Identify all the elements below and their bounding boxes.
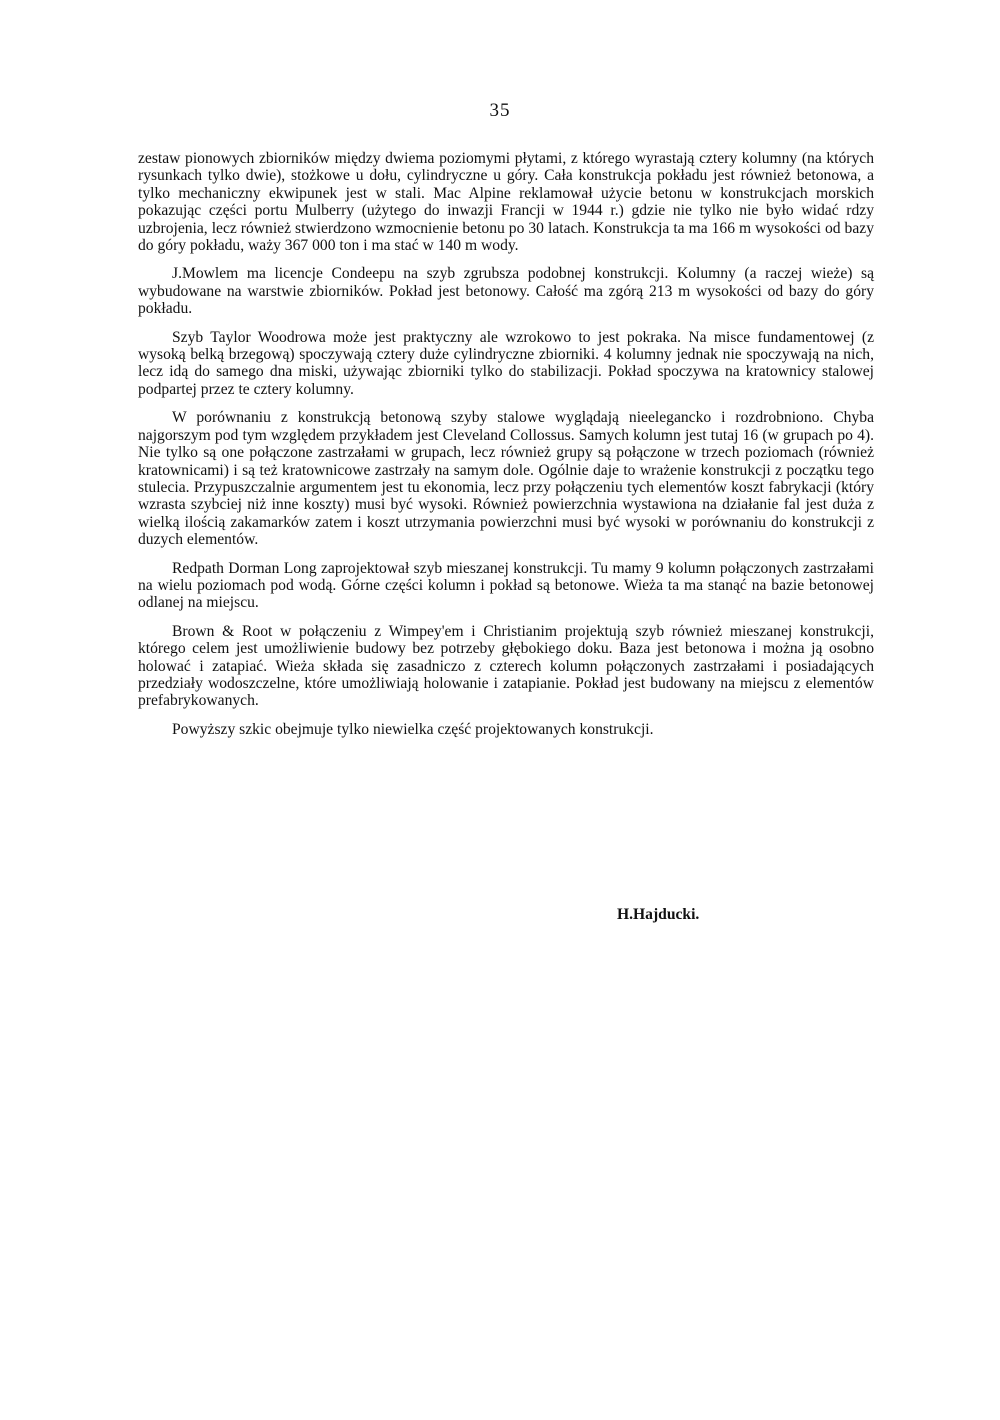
page-number: 35: [489, 100, 511, 121]
paragraph-summary: Powyższy szkic obejmuje tylko niewielka część projektowanych konstrukcji.: [172, 720, 654, 738]
paragraph-brown-root: Brown & Root w połączeniu z Wimpey'em i Christianim projektują szyb również mieszanej konstrukcji, którego celem jest umożliwienie budowy bez potrzeby głębokiego doku. Baza jest betonowa i można ją osobno holować i zatapiać. Wieża składa się zasadniczo z czterech kolumn połączonych zastrzałami i posiadających przedziały wodoszczelne, które umożliwiają holowanie i zatapianie. Pokład jest budowany na miejscu z elementów prefabrykowanych.: [138, 622, 874, 710]
paragraph-continuation: zestaw pionowych zbiorników między dwiema poziomymi płytami, z którego wyrastają cztery kolumny (na których rysunkach tylko dwie), stożkowe u dołu, cylindryczne u góry. Cała konstrukcja pokładu jest również betonowa, a tylko mechaniczny ekwipunek jest w stali. Mac Alpine reklamował użycie betonu w konstrukcjach morskich pokazując części portu Mulberry (użytego do inwazji Francji w 1944 r.) gdzie nie tylko nie było widać rdzy uzbrojenia, lecz również stwierdzono wzmocnienie betonu po 30 latach. Konstrukcja ta ma 166 m wysokości od bazy do góry pokładu, waży 367 000 ton i ma stać w 140 m wody.: [138, 150, 874, 255]
author-signature: H.Hajducki.: [617, 906, 700, 923]
paragraph-mowlem: J.Mowlem ma licencje Condeepu na szyb zgrubsza podobnej konstrukcji. Kolumny (a raczej wieże) są wybudowane na warstwie zbiorników. Pokład jest betonowy. Całość ma zgórą 213 m wysokości od bazy do góry pokładu.: [138, 265, 874, 318]
article-body: [138, 150, 874, 749]
paragraph-steel-comparison: W porównaniu z konstrukcją betonową szyby stalowe wyglądają nieelegancko i rozdrobniono. Chyba najgorszym pod tym względem przykładem jest Cleveland Collossus. Samych kolumn jest tutaj 16 (w grupach po 4). Nie tylko są one połączone zastrzałami w grupach, lecz również grupy są połączone w trzech poziomach (również kratownicami) i są też kratownicowe zastrzały na samym dole. Ogólnie daje to wrażenie konstrukcji z początku tego stulecia. Przypuszczalnie argumentem jest tu ekonomia, lecz przy połączeniu tych elementów koszt fabrykacji (który wzrasta szybciej niż inne koszty) musi być wysoki. Również powierzchnia wystawiona na działanie fal jest duża z wielką ilością zakamarków zatem i koszt utrzymania powierzchni musi być wysoki w porównaniu do konstrukcji z duzych elementów.: [138, 409, 874, 549]
paragraph-redpath: Redpath Dorman Long zaprojektował szyb mieszanej konstrukcji. Tu mamy 9 kolumn połączonych zastrzałami na wielu poziomach pod wodą. Górne części kolumn i pokład są betonowe. Wieża ta ma stanąć na bazie betonowej odlanej na miejscu.: [138, 559, 874, 612]
paragraph-taylor-woodrow: Szyb Taylor Woodrowa może jest praktyczny ale wzrokowo to jest pokraka. Na misce fundamentowej (z wysoką belką brzegową) spoczywają cztery duże cylindryczne zbiorniki. 4 kolumny jednak nie spoczywają na nich, lecz idą do samego dna miski, używając zbiorniki tylko do stabilizacji. Pokład spoczywa na kratownicy stalowej podpartej przez te cztery kolumny.: [138, 328, 874, 398]
